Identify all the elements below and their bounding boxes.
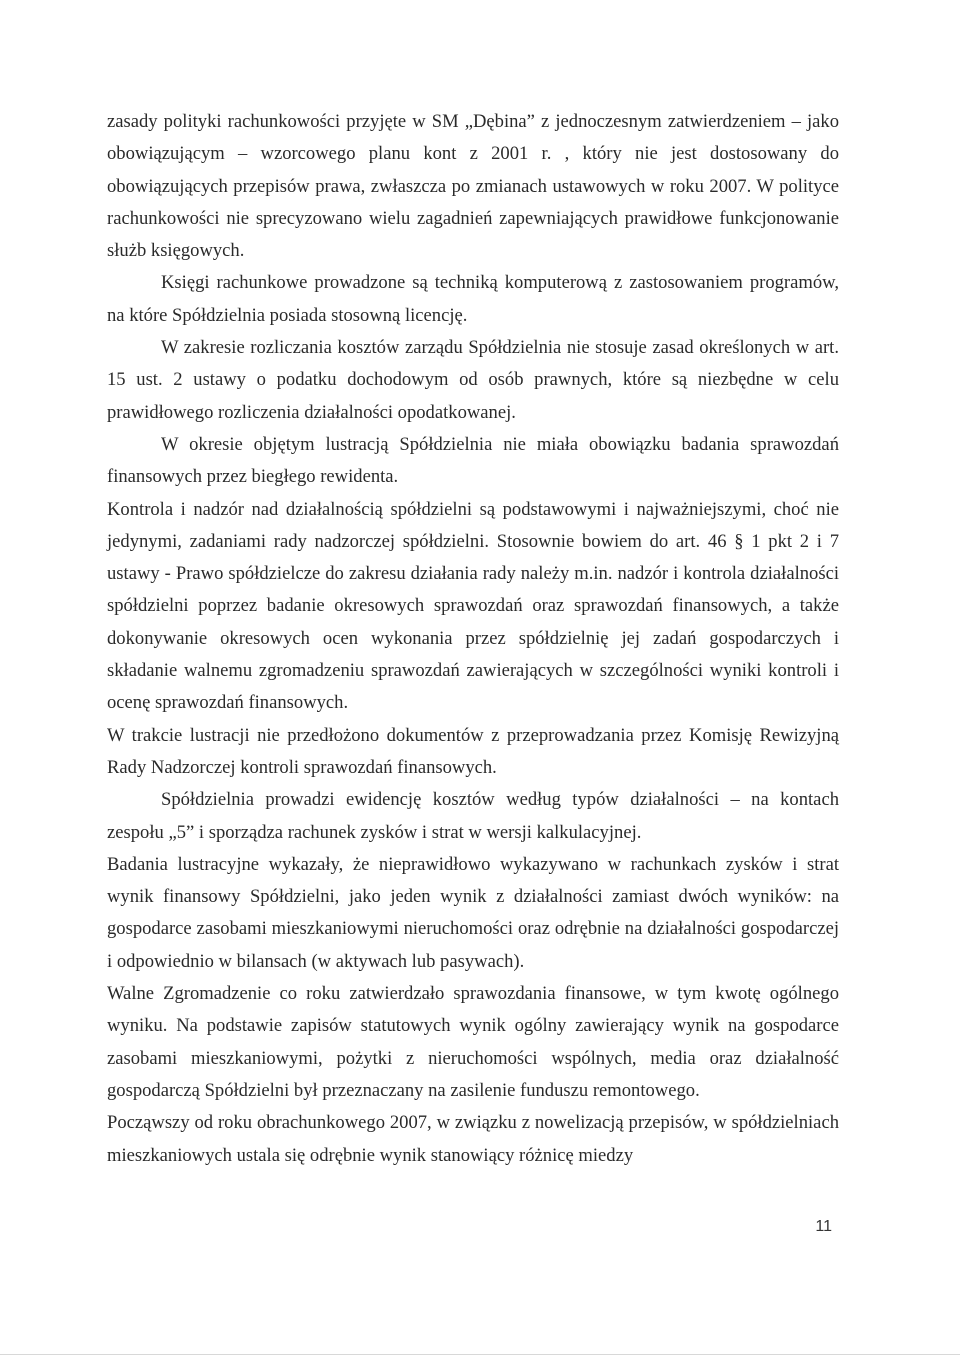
paragraph: Kontrola i nadzór nad działalnością spółdzielni są podstawowymi i najważniejszymi, choć nie jedynymi, zadaniami rady nadzorczej spółdzielni. Stosownie bowiem do art. 46 § 1 pkt 2 i 7 ustawy - Prawo spółdzielcze do zakresu działania rady należy m.in. nadzór i kontrola działalności spółdzielni poprzez badanie okresowych sprawozdań oraz sprawozdań finansowych, a także dokonywanie okresowych ocen wykonania przez spółdzielnię jej zadań gospodarczych i składanie walnemu zgromadzeniu sprawozdań zawierających w szczególności wyniki kontroli i ocenę sprawozdań finansowych. (107, 498, 839, 714)
paragraph: Począwszy od roku obrachunkowego 2007, w związku z nowelizacją przepisów, w spółdzielniach mieszkaniowych ustala się odrębnie wynik stanowiący różnicę miedzy (107, 1112, 839, 1166)
paragraph: Walne Zgromadzenie co roku zatwierdzało sprawozdania finansowe, w tym kwotę ogólnego wyniku. Na podstawie zapisów statutowych wynik ogólny zawierający wynik na gospodarce zasobami mieszkaniowymi, pożytki z nieruchomości wspólnych, media oraz działalność gospodarczą Spółdzielni był przeznaczany na zasilenie funduszu remontowego. (107, 983, 839, 1101)
paragraph: Badania lustracyjne wykazały, że nieprawidłowo wykazywano w rachunkach zysków i strat wynik finansowy Spółdzielni, jako jeden wynik z działalności zamiast dwóch wyników: na gospodarce zasobami mieszkaniowymi nieruchomości oraz odrębnie na działalności gospodarczej i odpowiednio w bilansach (w aktywach lub pasywach). (107, 853, 839, 972)
paragraph: W zakresie rozliczania kosztów zarządu Spółdzielnia nie stosuje zasad określonych w art. 15 ust. 2 ustawy o podatku dochodowym od osób prawnych, które są niezbędne w celu prawidłowego rozliczenia działalności opodatkowanej. (107, 337, 839, 423)
paragraph: Spółdzielnia prowadzi ewidencję kosztów według typów działalności – na kontach zespołu „5” i sporządza rachunek zysków i strat w wersji kalkulacyjnej. (107, 789, 839, 843)
body-text (107, 106, 839, 1172)
paragraph: W trakcie lustracji nie przedłożono dokumentów z przeprowadzania przez Komisję Rewizyjną Rady Nadzorczej kontroli sprawozdań finansowych. (107, 724, 839, 778)
page-edge-line (0, 1354, 960, 1355)
paragraph: Księgi rachunkowe prowadzone są techniką komputerową z zastosowaniem programów, na które Spółdzielnia posiada stosowną licencję. (107, 272, 839, 326)
page-number: 11 (815, 1218, 832, 1235)
paragraph: zasady polityki rachunkowości przyjęte w SM „Dębina” z jednoczesnym zatwierdzeniem – jako obowiązującym – wzorcowego planu kont z 2001 r. , który nie jest dostosowany do obowiązujących przepisów prawa, zwłaszcza po zmianach ustawowych w roku 2007. W polityce rachunkowości nie sprecyzowano wielu zagadnień zapewniających prawidłowe funkcjonowanie służb księgowych. (107, 111, 839, 262)
paragraph: W okresie objętym lustracją Spółdzielnia nie miała obowiązku badania sprawozdań finansowych przez biegłego rewidenta. (107, 433, 839, 488)
